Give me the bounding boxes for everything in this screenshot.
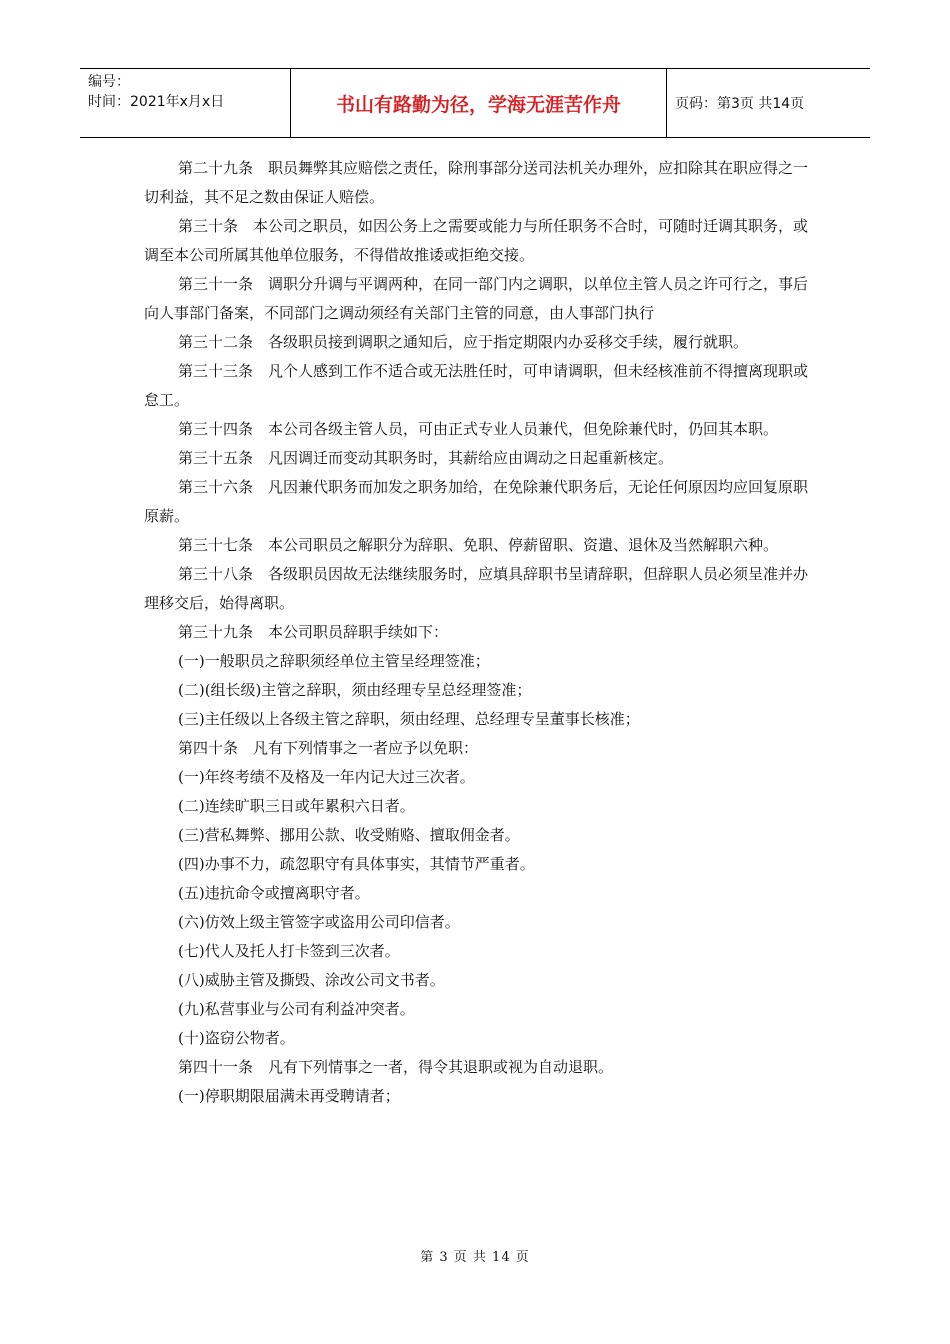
paragraph: 第三十一条 调职分升调与平调两种，在同一部门内之调职，以单位主管人员之许可行之，事后向人事部门备案，不同部门之调动须经有关部门主管的同意，由人事部门执行 [144,275,809,322]
paragraph: 第三十四条 本公司各级主管人员，可由正式专业人员兼代，但免除兼代时，仍回其本职。 [178,420,779,438]
paragraph: (九)私营事业与公司有利益冲突者。 [178,1000,415,1018]
number-label: 编号： [88,74,130,90]
page-header [80,68,870,138]
page-footer: 第 3 页 共 14 页 [420,1250,530,1265]
paragraph: 第三十七条 本公司职员之解职分为辞职、免职、停薪留职、资遣、退休及当然解职六种。 [178,536,779,554]
paragraph: (八)威胁主管及撕毁、涂改公司文书者。 [178,971,445,989]
paragraph: (二)连续旷职三日或年累积六日者。 [178,797,415,815]
header-meta [80,69,291,137]
paragraph: (一)停职期限届满未再受聘请者； [178,1087,400,1105]
paragraph: (三)主任级以上各级主管之辞职，须由经理、总经理专呈董事长核准； [178,710,640,728]
paragraph: 第四十条 凡有下列情事之一者应予以免职： [178,739,479,757]
header-motto: 书山有路勤为径，学海无涯苦作舟 [291,69,667,137]
paragraph: (一)年终考绩不及格及一年内记大过三次者。 [178,768,475,786]
paragraph: 第三十九条 本公司职员辞职手续如下： [178,623,449,641]
paragraph: (六)仿效上级主管签字或盗用公司印信者。 [178,913,460,931]
paragraph: 第三十三条 凡个人感到工作不适合或无法胜任时，可申请调职，但未经核准前不得擅离现职或怠工。 [144,362,809,409]
paragraph: 第三十五条 凡因调迁而变动其职务时，其薪给应由调动之日起重新核定。 [178,449,674,467]
paragraph: 第二十九条 职员舞弊其应赔偿之责任，除刑事部分送司法机关办理外，应扣除其在职应得之一切利益，其不足之数由保证人赔偿。 [144,159,809,206]
document-body [144,154,810,1111]
paragraph: (一)一般职员之辞职须经单位主管呈经理签准； [178,652,490,670]
paragraph: (三)营私舞弊、挪用公款、收受贿赂、擅取佣金者。 [178,826,520,844]
paragraph: 第三十二条 各级职员接到调职之通知后，应于指定期限内办妥移交手续，履行就职。 [178,333,749,351]
paragraph: 第三十八条 各级职员因故无法继续服务时，应填具辞职书呈请辞职，但辞职人员必须呈准并办理移交后，始得离职。 [144,565,809,612]
paragraph: 第三十条 本公司之职员，如因公务上之需要或能力与所任职务不合时，可随时迁调其职务，或调至本公司所属其他单位服务，不得借故推诿或拒绝交接。 [144,217,809,264]
paragraph: (四)办事不力，疏忽职守有具体事实，其情节严重者。 [178,855,535,873]
paragraph: (二)(组长级)主管之辞职，须由经理专呈总经理签准； [178,681,532,699]
paragraph: (五)违抗命令或擅离职守者。 [178,884,370,902]
paragraph: (七)代人及托人打卡签到三次者。 [178,942,400,960]
time-label: 时间：2021年x月x日 [88,94,225,110]
paragraph: 第三十六条 凡因兼代职务而加发之职务加给，在免除兼代职务后，无论任何原因均应回复原职原薪。 [144,478,809,525]
paragraph: 第四十一条 凡有下列情事之一者，得令其退职或视为自动退职。 [178,1058,614,1076]
header-page-info: 页码：第3页 共14页 [675,96,805,112]
paragraph: (十)盗窃公物者。 [178,1029,295,1047]
